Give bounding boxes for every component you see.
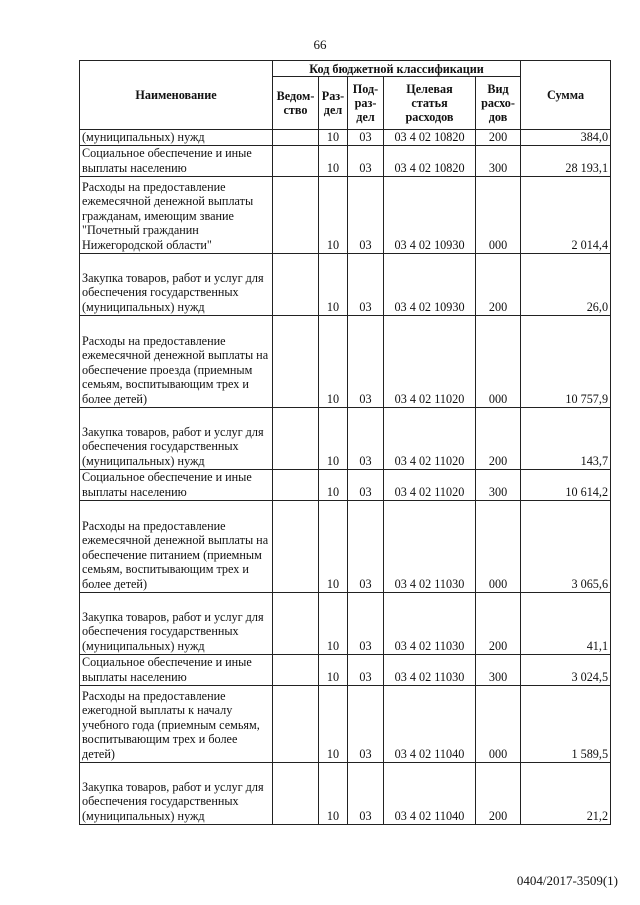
header-subsection: Под- раз- дел: [348, 77, 384, 130]
cell-section: 10: [319, 592, 348, 654]
cell-sum: 10 614,2: [521, 469, 611, 500]
cell-name: Расходы на предоставление ежегодной выплаты к началу учебного года (приемным семьям, воспитывающим трех и более детей): [80, 685, 273, 762]
cell-type: 000: [476, 500, 521, 592]
cell-section: 10: [319, 253, 348, 315]
header-classification-code: Код бюджетной классификации: [273, 61, 521, 77]
cell-type: 000: [476, 176, 521, 253]
cell-section: 10: [319, 685, 348, 762]
cell-sum: 1 589,5: [521, 685, 611, 762]
cell-subsection: 03: [348, 407, 384, 469]
cell-subsection: 03: [348, 592, 384, 654]
cell-target: 03 4 02 10820: [384, 130, 476, 146]
table-row: [80, 469, 611, 500]
cell-type: 000: [476, 685, 521, 762]
cell-dept: [273, 176, 319, 253]
header-expense-type: Вид расхо- дов: [476, 77, 521, 130]
cell-subsection: 03: [348, 315, 384, 407]
table-row: [80, 407, 611, 469]
cell-type: 300: [476, 145, 521, 176]
cell-target: 03 4 02 10820: [384, 145, 476, 176]
cell-name: (муниципальных) нужд: [80, 130, 273, 146]
cell-sum: 384,0: [521, 130, 611, 146]
header-department: Ведом- ство: [273, 77, 319, 130]
cell-sum: 28 193,1: [521, 145, 611, 176]
cell-section: 10: [319, 315, 348, 407]
cell-name: Закупка товаров, работ и услуг для обеспечения государственных (муниципальных) нужд: [80, 762, 273, 824]
cell-type: 300: [476, 469, 521, 500]
table-row: [80, 176, 611, 253]
cell-target: 03 4 02 11020: [384, 407, 476, 469]
table-row: [80, 685, 611, 762]
cell-name: Расходы на предоставление ежемесячной денежной выплаты на обеспечение питанием (приемным семьям, воспитывающим трех и более детей): [80, 500, 273, 592]
cell-type: 200: [476, 130, 521, 146]
cell-subsection: 03: [348, 469, 384, 500]
cell-type: 300: [476, 654, 521, 685]
cell-target: 03 4 02 11040: [384, 762, 476, 824]
table-row: [80, 253, 611, 315]
cell-subsection: 03: [348, 762, 384, 824]
cell-dept: [273, 654, 319, 685]
cell-name: Социальное обеспечение и иные выплаты населению: [80, 654, 273, 685]
cell-sum: 3 065,6: [521, 500, 611, 592]
cell-dept: [273, 592, 319, 654]
cell-section: 10: [319, 130, 348, 146]
cell-section: 10: [319, 469, 348, 500]
cell-section: 10: [319, 407, 348, 469]
table-row: [80, 500, 611, 592]
table-row: [80, 762, 611, 824]
cell-sum: 10 757,9: [521, 315, 611, 407]
cell-subsection: 03: [348, 685, 384, 762]
cell-subsection: 03: [348, 176, 384, 253]
cell-target: 03 4 02 11030: [384, 654, 476, 685]
header-sum: Сумма: [521, 61, 611, 130]
cell-subsection: 03: [348, 130, 384, 146]
cell-subsection: 03: [348, 500, 384, 592]
cell-target: 03 4 02 10930: [384, 253, 476, 315]
cell-sum: 143,7: [521, 407, 611, 469]
cell-dept: [273, 762, 319, 824]
table-row: [80, 130, 611, 146]
cell-subsection: 03: [348, 654, 384, 685]
cell-sum: 41,1: [521, 592, 611, 654]
cell-section: 10: [319, 500, 348, 592]
cell-name: Социальное обеспечение и иные выплаты населению: [80, 469, 273, 500]
cell-type: 000: [476, 315, 521, 407]
cell-name: Закупка товаров, работ и услуг для обеспечения государственных (муниципальных) нужд: [80, 407, 273, 469]
cell-dept: [273, 130, 319, 146]
cell-sum: 3 024,5: [521, 654, 611, 685]
cell-type: 200: [476, 762, 521, 824]
cell-name: Расходы на предоставление ежемесячной денежной выплаты гражданам, имеющим звание "Почетный гражданин Нижегородской области": [80, 176, 273, 253]
header-target-article: Целевая статья расходов: [384, 77, 476, 130]
cell-dept: [273, 315, 319, 407]
cell-sum: 21,2: [521, 762, 611, 824]
cell-target: 03 4 02 11020: [384, 469, 476, 500]
cell-target: 03 4 02 11040: [384, 685, 476, 762]
cell-type: 200: [476, 253, 521, 315]
cell-target: 03 4 02 10930: [384, 176, 476, 253]
cell-dept: [273, 469, 319, 500]
cell-section: 10: [319, 145, 348, 176]
page-number: 66: [313, 37, 327, 52]
cell-section: 10: [319, 654, 348, 685]
cell-type: 200: [476, 592, 521, 654]
cell-section: 10: [319, 762, 348, 824]
table-row: [80, 654, 611, 685]
cell-dept: [273, 145, 319, 176]
table-row: [80, 592, 611, 654]
cell-subsection: 03: [348, 253, 384, 315]
cell-name: Закупка товаров, работ и услуг для обеспечения государственных (муниципальных) нужд: [80, 592, 273, 654]
cell-subsection: 03: [348, 145, 384, 176]
document-code: 0404/2017-3509(1): [516, 873, 618, 888]
table-row: [80, 145, 611, 176]
header-name: Наименование: [80, 61, 273, 130]
cell-dept: [273, 685, 319, 762]
cell-name: Социальное обеспечение и иные выплаты населению: [80, 145, 273, 176]
cell-type: 200: [476, 407, 521, 469]
cell-dept: [273, 253, 319, 315]
cell-name: Закупка товаров, работ и услуг для обеспечения государственных (муниципальных) нужд: [80, 253, 273, 315]
cell-name: Расходы на предоставление ежемесячной денежной выплаты на обеспечение проезда (приемным семьям, воспитывающим трех и более детей): [80, 315, 273, 407]
budget-table: [79, 60, 611, 825]
cell-sum: 26,0: [521, 253, 611, 315]
cell-target: 03 4 02 11020: [384, 315, 476, 407]
header-section: Раз- дел: [319, 77, 348, 130]
cell-section: 10: [319, 176, 348, 253]
cell-dept: [273, 500, 319, 592]
table-row: [80, 315, 611, 407]
cell-dept: [273, 407, 319, 469]
cell-sum: 2 014,4: [521, 176, 611, 253]
cell-target: 03 4 02 11030: [384, 592, 476, 654]
cell-target: 03 4 02 11030: [384, 500, 476, 592]
